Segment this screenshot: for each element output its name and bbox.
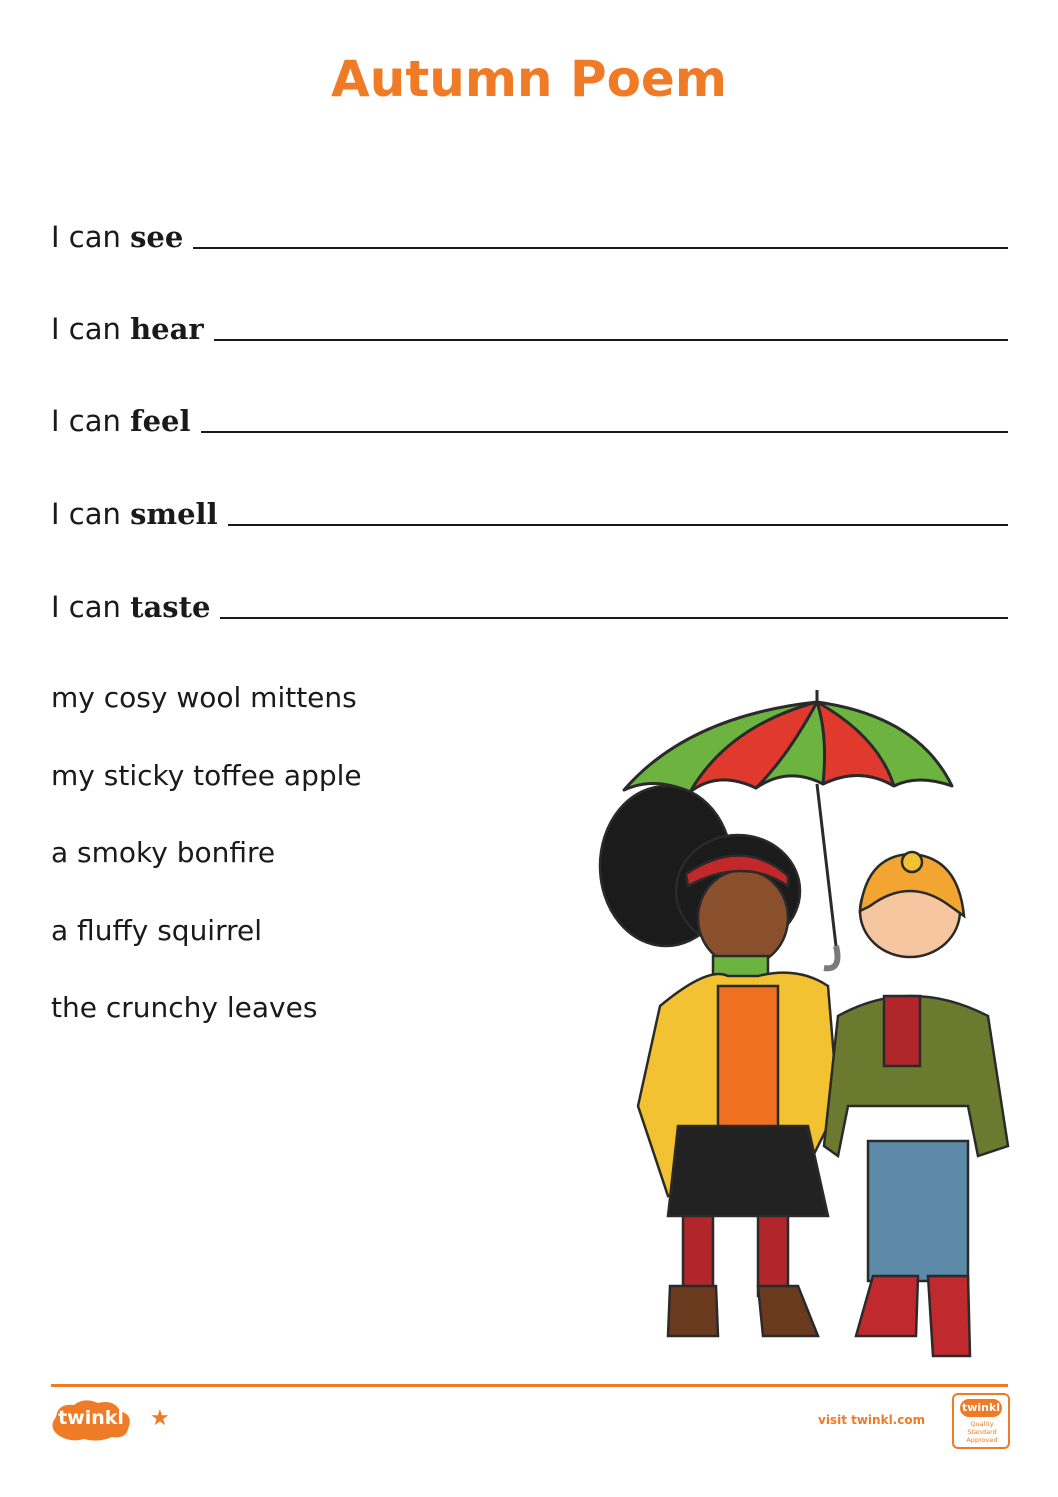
prompt-word: hear: [130, 312, 204, 346]
prompt-prefix: I can: [51, 590, 121, 624]
visit-link[interactable]: visit twinkl.com: [818, 1413, 926, 1427]
writing-line[interactable]: [193, 247, 1008, 249]
prompt-row-hear: [51, 309, 1008, 349]
phrase-item: the crunchy leaves: [51, 991, 318, 1024]
writing-line[interactable]: [214, 339, 1008, 341]
prompt-row-feel: [51, 401, 1008, 441]
phrase-item: a smoky bonfire: [51, 836, 276, 869]
writing-line[interactable]: [201, 431, 1009, 433]
prompt-prefix: I can: [51, 404, 121, 438]
prompt-prefix: I can: [51, 312, 121, 346]
prompt-word: taste: [130, 590, 211, 624]
prompt-row-smell: [51, 494, 1008, 534]
phrase-item: a fluffy squirrel: [51, 914, 263, 947]
badge-logo: twinkl: [960, 1399, 1002, 1417]
quality-badge: [952, 1393, 1010, 1449]
phrase-item: my sticky toffee apple: [51, 759, 362, 792]
twinkl-logo: [48, 1397, 134, 1443]
prompt-word: see: [130, 220, 184, 254]
prompt-row-see: [51, 217, 1008, 257]
prompt-prefix: I can: [51, 220, 121, 254]
prompt-prefix: I can: [51, 497, 121, 531]
prompt-word: smell: [130, 497, 218, 531]
writing-line[interactable]: [228, 524, 1008, 526]
girl-figure: [600, 786, 838, 1336]
star-icon: ★: [150, 1406, 170, 1431]
footer-divider: [51, 1384, 1008, 1387]
page-title: Autumn Poem: [331, 50, 727, 108]
writing-line[interactable]: [220, 617, 1008, 619]
logo-text: twinkl: [58, 1407, 124, 1429]
children-umbrella-illustration: [598, 686, 1010, 1366]
phrase-item: my cosy wool mittens: [51, 681, 357, 714]
boy-figure: [824, 852, 1008, 1356]
prompt-word: feel: [130, 404, 191, 438]
badge-text: Quality Standard Approved: [966, 1420, 998, 1444]
prompt-row-taste: [51, 587, 1008, 627]
